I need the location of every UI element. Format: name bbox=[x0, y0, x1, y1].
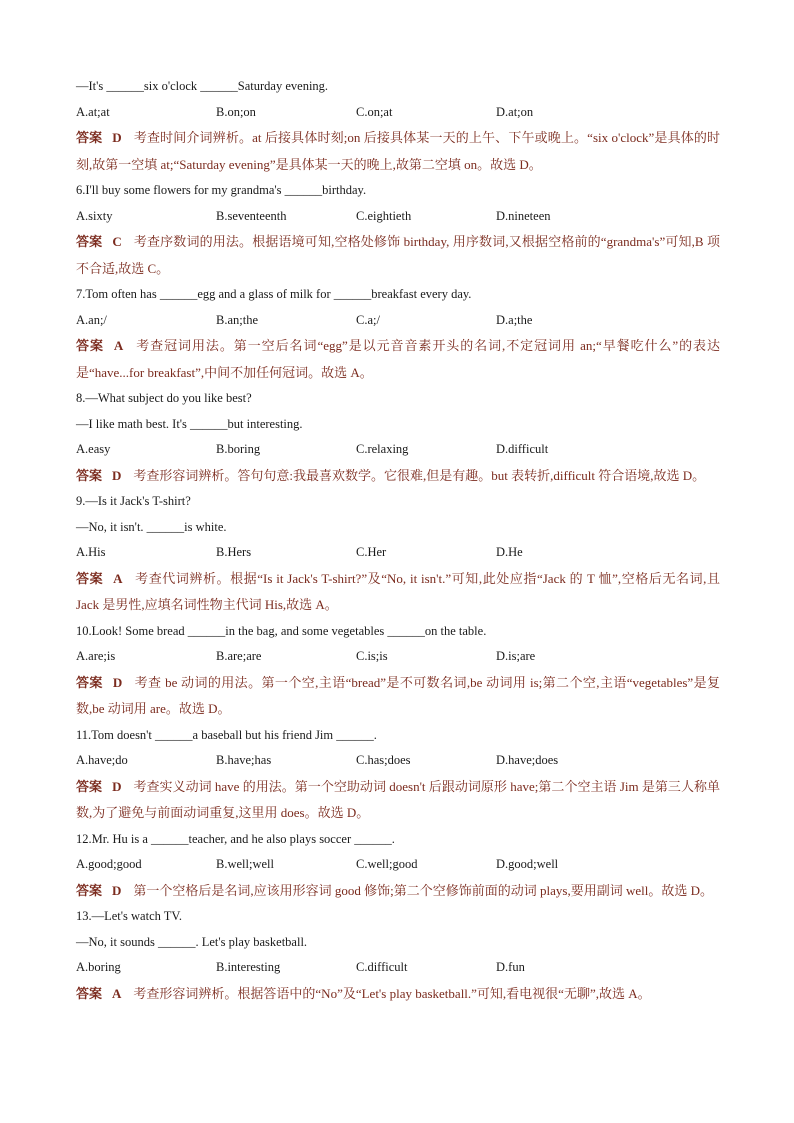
option-b: B.well;well bbox=[216, 857, 274, 871]
option-b: B.seventeenth bbox=[216, 208, 287, 223]
answer-letter: D bbox=[112, 882, 122, 898]
option-row bbox=[76, 955, 720, 981]
question-7 bbox=[76, 282, 720, 386]
answer-explanation: 考查实义动词 have 的用法。第一个空助动词 doesn't 后跟动词原形 have;第二个空主语 Jim 是第三人称单数,为了避免与前面动词重复,这里用 does。故选 D。 bbox=[76, 778, 720, 820]
option-b: B.interesting bbox=[216, 960, 281, 974]
option-b: B.are;are bbox=[216, 649, 262, 663]
answer-explanation: 考查代词辨析。根据“Is it Jack's T-shirt?”及“No, it isn't.”可知,此处应指“Jack 的 T 恤”,空格后无名词,且 Jack 是男性,应填名词性物主代词 His,故选 A。 bbox=[76, 570, 720, 612]
option-a: A.sixty bbox=[76, 208, 113, 223]
answer-label: 答案 bbox=[76, 467, 103, 483]
answer-explanation: 第一个空格后是名词,应该用形容词 good 修饰;第二个空修饰前面的动词 plays,要用副词 well。故选 D。 bbox=[133, 882, 713, 898]
option-c: C.Her bbox=[356, 545, 387, 559]
answer-explanation: 考查形容词辨析。答句句意:我最喜欢数学。它很难,但是有趣。but 表转折,difficult 符合语境,故选 D。 bbox=[133, 467, 706, 483]
option-a: A.are;is bbox=[76, 649, 116, 663]
question-stem: 10.Look! Some bread ______in the bag, and some vegetables ______on the table. bbox=[76, 623, 487, 638]
answer-block bbox=[76, 566, 720, 619]
option-row bbox=[76, 100, 720, 126]
option-row bbox=[76, 644, 720, 670]
answer-label: 答案 bbox=[76, 234, 103, 249]
option-b: B.on;on bbox=[216, 104, 256, 119]
option-c: C.is;is bbox=[356, 649, 388, 663]
option-row bbox=[76, 204, 720, 230]
answer-block bbox=[76, 774, 720, 827]
answer-letter: D bbox=[112, 674, 123, 690]
question-13 bbox=[76, 904, 720, 1007]
option-a: A.easy bbox=[76, 442, 111, 456]
option-c: C.relaxing bbox=[356, 442, 409, 456]
question-5 bbox=[76, 74, 720, 178]
answer-letter: A bbox=[113, 338, 124, 353]
question-stem: 11.Tom doesn't ______a baseball but his friend Jim ______. bbox=[76, 727, 377, 742]
answer-label: 答案 bbox=[76, 130, 103, 145]
answer-letter: D bbox=[112, 778, 122, 794]
option-c: C.eightieth bbox=[356, 208, 412, 223]
question-stem: 8.—What subject do you like best? bbox=[76, 391, 252, 405]
option-c: C.well;good bbox=[356, 857, 418, 871]
answer-explanation: 考查序数词的用法。根据语境可知,空格处修饰 birthday, 用序数词,又根据空格前的“grandma's”可知,B 项不合适,故选 C。 bbox=[76, 234, 720, 276]
answer-label: 答案 bbox=[76, 778, 103, 794]
option-a: A.His bbox=[76, 545, 106, 559]
question-list bbox=[76, 74, 720, 1007]
answer-block bbox=[76, 670, 720, 723]
option-a: A.boring bbox=[76, 960, 121, 974]
option-c: C.has;does bbox=[356, 753, 411, 767]
question-6 bbox=[76, 178, 720, 282]
answer-block bbox=[76, 878, 720, 905]
option-b: B.have;has bbox=[216, 753, 272, 767]
option-d: D.at;on bbox=[496, 104, 534, 119]
question-stem: —It's ______six o'clock ______Saturday evening. bbox=[76, 79, 329, 93]
option-row bbox=[76, 540, 720, 566]
answer-letter: C bbox=[112, 234, 122, 249]
option-c: C.difficult bbox=[356, 960, 408, 974]
question-12 bbox=[76, 827, 720, 905]
option-d: D.He bbox=[496, 545, 523, 559]
option-a: A.an;/ bbox=[76, 312, 107, 327]
answer-letter: D bbox=[112, 467, 122, 483]
option-d: D.a;the bbox=[496, 312, 533, 327]
option-a: A.good;good bbox=[76, 857, 142, 871]
option-d: D.have;does bbox=[496, 753, 559, 767]
answer-block bbox=[76, 981, 720, 1008]
answer-explanation: 考查时间介词辨析。at 后接具体时刻;on 后接具体某一天的上午、下午或晚上。“six o'clock”是具体的时刻,故第一空填 at;“Saturday evening”是具体某一天的晚上,故第二空填 on。故选 D。 bbox=[76, 130, 720, 172]
question-stem: 6.I'll buy some flowers for my grandma's ______birthday. bbox=[76, 183, 367, 197]
option-d: D.is;are bbox=[496, 649, 536, 663]
question-10 bbox=[76, 619, 720, 723]
option-b: B.Hers bbox=[216, 545, 252, 559]
question-stem: 9.—Is it Jack's T-shirt? bbox=[76, 494, 191, 508]
option-d: D.good;well bbox=[496, 857, 559, 871]
answer-explanation: 考查冠词用法。第一空后名词“egg”是以元音音素开头的名词,不定冠词用 an;“早餐吃什么”的表达是“have...for breakfast”,中间不加任何冠词。故选 A。 bbox=[76, 338, 720, 380]
option-b: B.an;the bbox=[216, 312, 259, 327]
question-8 bbox=[76, 386, 720, 489]
option-a: A.at;at bbox=[76, 104, 110, 119]
option-d: D.difficult bbox=[496, 442, 549, 456]
answer-explanation: 考查 be 动词的用法。第一个空,主语“bread”是不可数名词,be 动词用 is;第二个空,主语“vegetables”是复数,be 动词用 are。故选 D。 bbox=[76, 674, 720, 716]
question-stem-line-2: —No, it sounds ______. Let's play basketball. bbox=[76, 934, 308, 949]
answer-block bbox=[76, 463, 720, 490]
question-stem: 7.Tom often has ______egg and a glass of milk for ______breakfast every day. bbox=[76, 287, 472, 301]
option-row bbox=[76, 852, 720, 878]
answer-label: 答案 bbox=[76, 338, 104, 353]
option-c: C.a;/ bbox=[356, 312, 380, 327]
option-c: C.on;at bbox=[356, 104, 393, 119]
answer-label: 答案 bbox=[76, 985, 103, 1001]
answer-explanation: 考查形容词辨析。根据答语中的“No”及“Let's play basketball.”可知,看电视很“无聊”,故选 A。 bbox=[133, 985, 651, 1001]
option-a: A.have;do bbox=[76, 753, 128, 767]
option-d: D.nineteen bbox=[496, 208, 551, 223]
answer-label: 答案 bbox=[76, 882, 103, 898]
answer-letter: D bbox=[112, 130, 122, 145]
answer-label: 答案 bbox=[76, 570, 104, 586]
answer-letter: A bbox=[113, 570, 123, 586]
question-stem: 13.—Let's watch TV. bbox=[76, 909, 182, 923]
option-row bbox=[76, 308, 720, 334]
question-stem: 12.Mr. Hu is a ______teacher, and he also plays soccer ______. bbox=[76, 831, 395, 846]
question-stem-line-2: —I like math best. It's ______but interesting. bbox=[76, 416, 303, 431]
answer-block bbox=[76, 333, 720, 386]
answer-block bbox=[76, 125, 720, 178]
question-11 bbox=[76, 723, 720, 827]
option-b: B.boring bbox=[216, 442, 261, 456]
option-row bbox=[76, 437, 720, 463]
question-9 bbox=[76, 489, 720, 619]
option-d: D.fun bbox=[496, 960, 525, 974]
question-stem-line-2: —No, it isn't. ______is white. bbox=[76, 519, 227, 534]
answer-block bbox=[76, 229, 720, 282]
answer-label: 答案 bbox=[76, 674, 103, 690]
answer-letter: A bbox=[112, 985, 122, 1001]
option-row bbox=[76, 748, 720, 774]
